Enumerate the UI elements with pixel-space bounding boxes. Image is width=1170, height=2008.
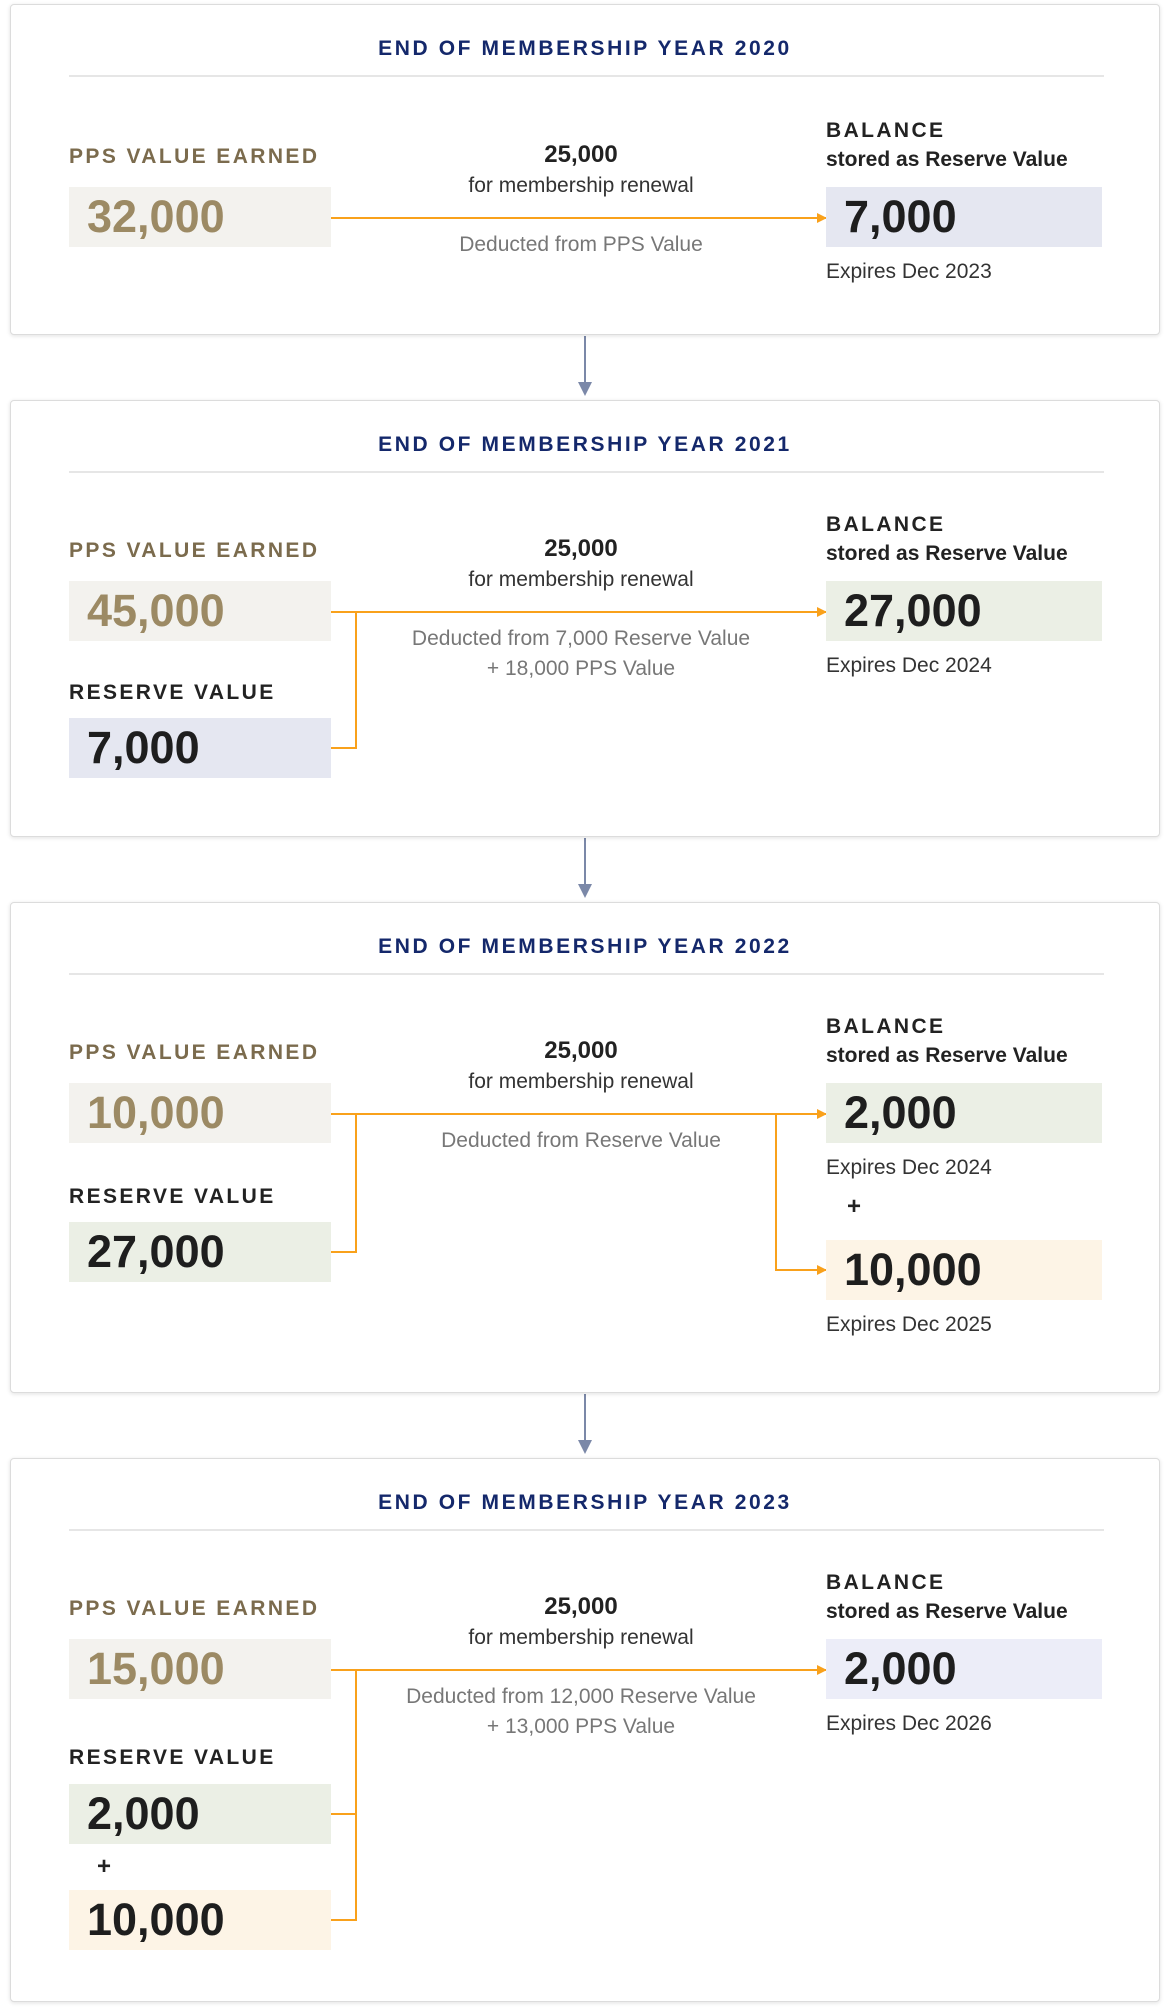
pps-value-earned: 32,000	[69, 187, 331, 247]
balance-value: 7,000	[826, 187, 1102, 247]
connector-arrow-2022-2023	[578, 1394, 592, 1454]
renewal-text: for membership renewal	[468, 568, 694, 591]
pps-value-earned: 15,000	[69, 1639, 331, 1699]
reserve-value-label: RESERVE VALUE	[69, 681, 276, 704]
pps-value-earned-label: PPS VALUE EARNED	[69, 1597, 320, 1620]
balance-label: BALANCE	[826, 1571, 946, 1594]
balance-expiry-2: Expires Dec 2025	[826, 1313, 992, 1336]
year-card-2021	[10, 400, 1160, 837]
renewal-amount: 25,000	[544, 1037, 618, 1064]
balance-value: 2,000	[826, 1639, 1102, 1699]
flow-line-reserve-merge	[331, 1114, 356, 1252]
stored-as-reserve-label: stored as Reserve Value	[826, 1044, 1068, 1067]
reserve-value-2: 10,000	[69, 1890, 331, 1950]
card-title: END OF MEMBERSHIP YEAR 2021	[378, 433, 792, 456]
deduction-note-line-2: + 18,000 PPS Value	[486, 657, 676, 680]
stored-as-reserve-label: stored as Reserve Value	[826, 1600, 1068, 1623]
title-divider	[69, 973, 1104, 975]
pps-value-earned: 10,000	[69, 1083, 331, 1143]
connector-arrow-2020-2021	[578, 336, 592, 396]
card-title: END OF MEMBERSHIP YEAR 2020	[378, 37, 792, 60]
deduction-note: Deducted from PPS Value	[459, 233, 703, 256]
pps-value-earned-label: PPS VALUE EARNED	[69, 145, 320, 168]
stored-as-reserve-label: stored as Reserve Value	[826, 542, 1068, 565]
pps-value-earned-label: PPS VALUE EARNED	[69, 539, 320, 562]
deduction-note-line-2: + 13,000 PPS Value	[486, 1715, 676, 1738]
flow-line-reserve-merge	[331, 612, 356, 748]
renewal-text: for membership renewal	[468, 1070, 694, 1093]
year-card-2023	[10, 1458, 1160, 2002]
balance-expiry: Expires Dec 2024	[826, 1156, 992, 1179]
year-card-2022	[10, 902, 1160, 1393]
renewal-text: for membership renewal	[468, 1626, 694, 1649]
connector-arrow-2021-2022	[578, 838, 592, 898]
reserve-value-label: RESERVE VALUE	[69, 1185, 276, 1208]
balance-value: 2,000	[826, 1083, 1102, 1143]
renewal-text: for membership renewal	[468, 174, 694, 197]
deduction-note: Deducted from Reserve Value	[441, 1129, 721, 1152]
deduction-note-line-1: Deducted from 7,000 Reserve Value	[411, 627, 751, 650]
reserve-value: 27,000	[69, 1222, 331, 1282]
stored-as-reserve-label: stored as Reserve Value	[826, 148, 1068, 171]
card-title: END OF MEMBERSHIP YEAR 2022	[378, 935, 792, 958]
balance-value-2: 10,000	[826, 1240, 1102, 1300]
flow-line-reserve2-merge	[331, 1814, 356, 1920]
balance-label: BALANCE	[826, 1015, 946, 1038]
balance-label: BALANCE	[826, 119, 946, 142]
renewal-amount: 25,000	[544, 535, 618, 562]
balance-expiry: Expires Dec 2026	[826, 1712, 992, 1735]
plus-sign: +	[847, 1193, 862, 1220]
balance-expiry: Expires Dec 2023	[826, 260, 992, 283]
pps-value-earned: 45,000	[69, 581, 331, 641]
title-divider	[69, 1529, 1104, 1531]
card-title: END OF MEMBERSHIP YEAR 2023	[378, 1491, 792, 1514]
plus-sign: +	[97, 1853, 112, 1880]
reserve-value-label: RESERVE VALUE	[69, 1746, 276, 1769]
renewal-amount: 25,000	[544, 141, 618, 168]
balance-value: 27,000	[826, 581, 1102, 641]
title-divider	[69, 75, 1104, 77]
deduction-note-line-1: Deducted from 12,000 Reserve Value	[406, 1685, 756, 1708]
flow-line-reserve-merge	[331, 1670, 356, 1814]
reserve-value: 2,000	[69, 1784, 331, 1844]
title-divider	[69, 471, 1104, 473]
balance-label: BALANCE	[826, 513, 946, 536]
pps-value-earned-label: PPS VALUE EARNED	[69, 1041, 320, 1064]
renewal-amount: 25,000	[544, 1593, 618, 1620]
year-card-2020	[10, 4, 1160, 335]
reserve-value: 7,000	[69, 718, 331, 778]
balance-expiry: Expires Dec 2024	[826, 654, 992, 677]
